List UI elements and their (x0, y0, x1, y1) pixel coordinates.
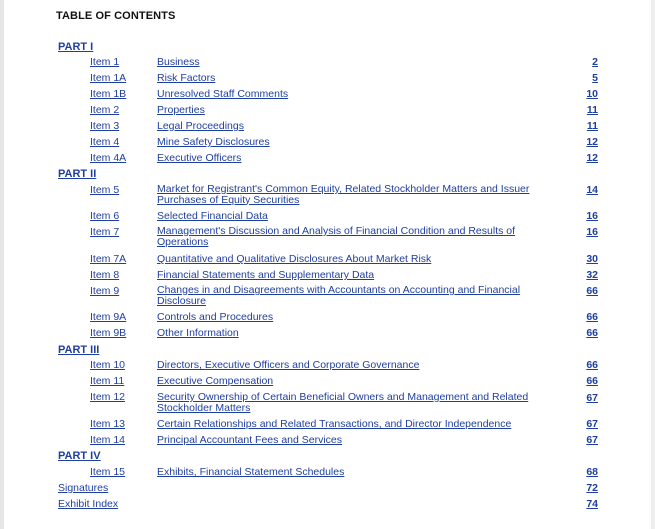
toc-item-link[interactable]: Item 1 (90, 56, 120, 68)
toc-item-link[interactable]: Item 6 (90, 210, 120, 222)
signatures-link[interactable]: Signatures (58, 482, 109, 494)
toc-page-link[interactable]: 66 (586, 311, 598, 323)
toc-item-link[interactable]: Item 4A (90, 152, 127, 164)
toc-description-link[interactable]: Executive Officers (157, 152, 242, 164)
left-border (0, 0, 4, 529)
toc-item-link[interactable]: Item 1B (90, 88, 127, 100)
toc-item-link[interactable]: Item 8 (90, 269, 120, 281)
toc-item-link[interactable]: Item 7 (90, 226, 120, 238)
toc-item-link[interactable]: Item 12 (90, 391, 126, 403)
toc-description-link[interactable]: Other Information (157, 327, 239, 339)
toc-description-link[interactable]: Unresolved Staff Comments (157, 88, 289, 100)
toc-description-link[interactable]: Executive Compensation (157, 375, 274, 387)
toc-description-link[interactable]: Financial Statements and Supplementary Data (157, 269, 375, 281)
toc-description-link[interactable]: Legal Proceedings (157, 120, 244, 132)
part-1-link[interactable]: PART I (58, 41, 94, 53)
part-3-link[interactable]: PART III (58, 344, 100, 356)
toc-page-link[interactable]: 66 (586, 359, 598, 371)
toc-page-link[interactable]: 67 (586, 434, 598, 446)
toc-description-link[interactable]: Mine Safety Disclosures (157, 136, 270, 148)
toc-item-link[interactable]: Item 5 (90, 184, 120, 196)
toc-description-link[interactable]: Market for Registrant's Common Equity, Related Stockholder Matters and Issuer Purchases of Equity Securities (157, 183, 530, 206)
toc-page-link[interactable]: 67 (586, 418, 598, 430)
toc-item-link[interactable]: Item 1A (90, 72, 127, 84)
toc-description-link[interactable]: Changes in and Disagreements with Accountants on Accounting and Financial Disclosure (157, 284, 521, 307)
part-4-link[interactable]: PART IV (58, 450, 101, 462)
toc-item-link[interactable]: Item 9B (90, 327, 127, 339)
toc-description-link[interactable]: Certain Relationships and Related Transactions, and Director Independence (157, 418, 512, 430)
toc-item-link[interactable]: Item 7A (90, 253, 127, 265)
toc-item-link[interactable]: Item 15 (90, 466, 126, 478)
toc-description-link[interactable]: Exhibits, Financial Statement Schedules (157, 466, 345, 478)
toc-description-link[interactable]: Directors, Executive Officers and Corporate Governance (157, 359, 420, 371)
toc-description-link[interactable]: Properties (157, 104, 205, 116)
toc-page-link[interactable]: 11 (586, 104, 598, 116)
toc-description-link[interactable]: Quantitative and Qualitative Disclosures About Market Risk (157, 253, 432, 265)
toc-page-link[interactable]: 2 (592, 56, 598, 68)
toc-description-link[interactable]: Selected Financial Data (157, 210, 268, 222)
toc-page-link[interactable]: 11 (586, 120, 598, 132)
toc-item-link[interactable]: Item 3 (90, 120, 120, 132)
toc-description-link[interactable]: Business (157, 56, 200, 68)
toc-page-link[interactable]: 12 (586, 152, 598, 164)
toc-page-link[interactable]: 67 (586, 392, 598, 404)
toc-description-link[interactable]: Risk Factors (157, 72, 216, 84)
toc-page-link[interactable]: 12 (586, 136, 598, 148)
toc-page-link[interactable]: 16 (586, 210, 598, 222)
toc-title: TABLE OF CONTENTS (56, 10, 176, 22)
toc-item-link[interactable]: Item 14 (90, 434, 126, 446)
exhibit-index-page-link[interactable]: 74 (586, 498, 598, 510)
toc-page-link[interactable]: 66 (586, 375, 598, 387)
toc-page-link[interactable]: 32 (586, 269, 598, 281)
toc-description-link[interactable]: Principal Accountant Fees and Services (157, 434, 343, 446)
toc-page-link[interactable]: 66 (586, 285, 598, 297)
toc-item-link[interactable]: Item 2 (90, 104, 120, 116)
part-2-link[interactable]: PART II (58, 168, 97, 180)
toc-item-link[interactable]: Item 9A (90, 311, 127, 323)
toc-item-link[interactable]: Item 13 (90, 418, 126, 430)
right-border (651, 0, 655, 529)
toc-page-link[interactable]: 5 (592, 72, 598, 84)
toc-description-link[interactable]: Security Ownership of Certain Beneficial Owners and Management and Related Stockholder Matters (157, 391, 529, 414)
toc-page-link[interactable]: 30 (586, 253, 598, 265)
toc-page-link[interactable]: 66 (586, 327, 598, 339)
toc-item-link[interactable]: Item 4 (90, 136, 120, 148)
toc-item-link[interactable]: Item 11 (90, 375, 125, 387)
exhibit-index-link[interactable]: Exhibit Index (58, 498, 119, 510)
toc-page-link[interactable]: 14 (586, 184, 598, 196)
toc-item-link[interactable]: Item 9 (90, 285, 120, 297)
toc-item-link[interactable]: Item 10 (90, 359, 126, 371)
toc-page-link[interactable]: 16 (586, 226, 598, 238)
toc-description-link[interactable]: Management's Discussion and Analysis of Financial Condition and Results of Operations (157, 225, 516, 248)
toc-page-link[interactable]: 68 (586, 466, 598, 478)
signatures-page-link[interactable]: 72 (586, 482, 598, 494)
toc-description-link[interactable]: Controls and Procedures (157, 311, 274, 323)
toc-page-link[interactable]: 10 (586, 88, 598, 100)
